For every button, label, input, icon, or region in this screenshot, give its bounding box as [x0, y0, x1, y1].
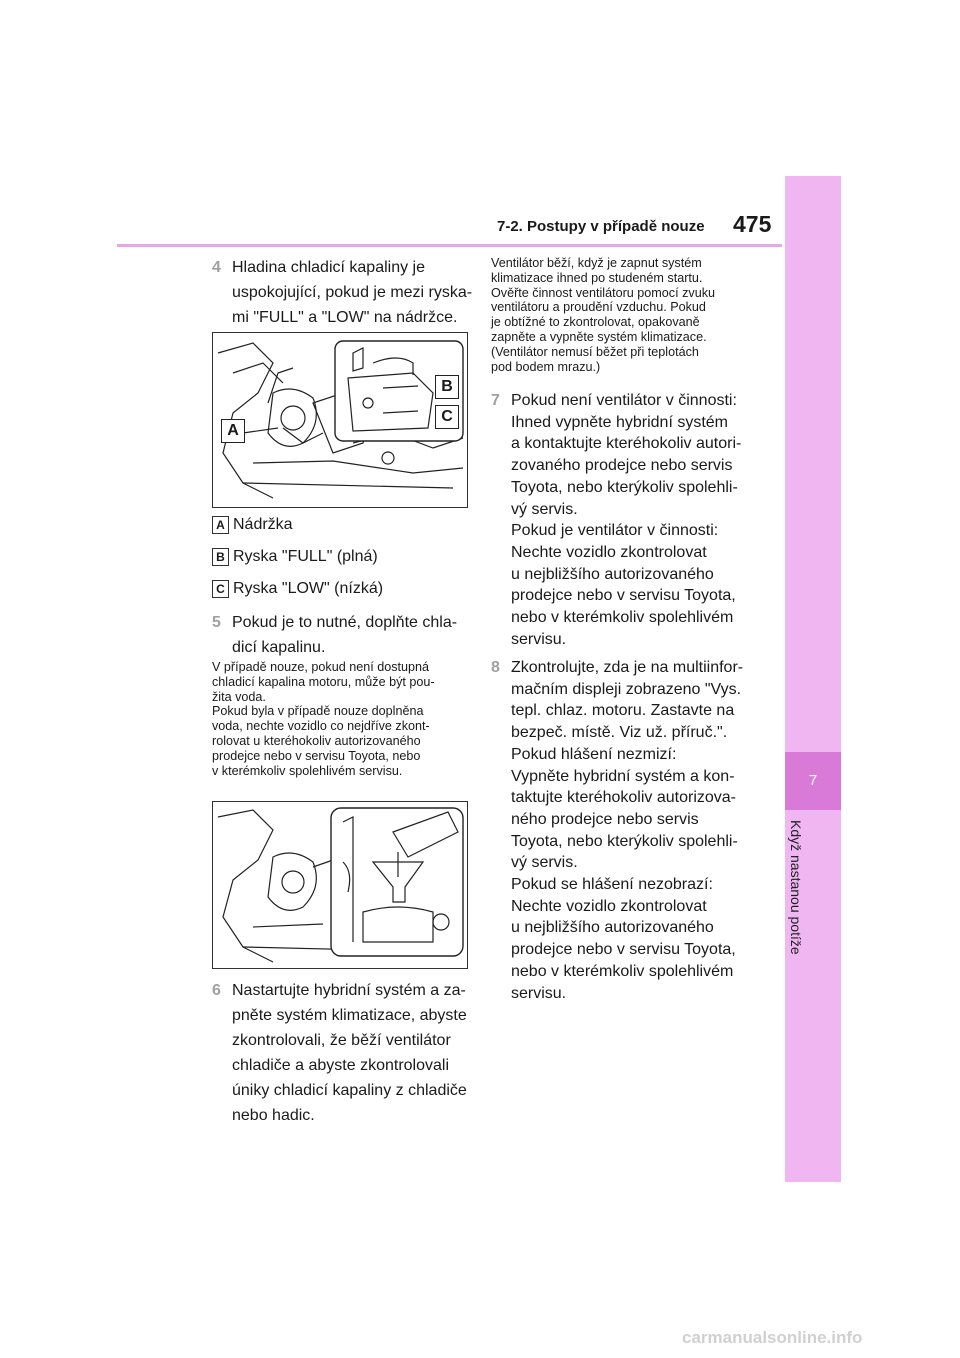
legend-key-c: C	[212, 580, 229, 598]
step-text-line: Zkontrolujte, zda je na multiinfor-	[511, 659, 744, 676]
step-text-line: zkontrolovali, že běží ventilátor	[232, 1032, 451, 1049]
step-text-line: taktujte kteréhokoliv autorizova-	[511, 789, 736, 807]
note-line: v kterémkoliv spolehlivém servisu.	[212, 763, 403, 778]
step-text-line: vý servis.	[511, 854, 578, 872]
engine-bay-illustration	[213, 333, 467, 507]
note-line: klimatizace ihned po studeném startu.	[491, 270, 703, 285]
step-text-line: Toyota, nebo kterýkoliv spolehli-	[511, 832, 738, 850]
step-text-line: ného prodejce nebo servis	[511, 810, 699, 828]
step-text-line: bezpeč. místě. Viz už. příruč.".	[511, 724, 728, 742]
note-line: rolovat u kteréhokoliv autorizovaného	[212, 733, 421, 748]
step-5	[212, 610, 474, 660]
step-text-line: vý servis.	[511, 500, 578, 518]
step-6	[212, 978, 474, 1128]
label-a-callout: A	[221, 419, 245, 443]
step-text-line: prodejce nebo v servisu Toyota,	[511, 941, 736, 959]
step-text-line: Ihned vypněte hybridní systém	[511, 413, 729, 431]
step-text-line: Pokud hlášení nezmizí:	[511, 745, 677, 763]
step-8	[491, 657, 761, 1004]
step-text-line: Nechte vozidlo zkontrolovat	[511, 543, 707, 561]
note-line: prodejce nebo v servisu Toyota, nebo	[212, 748, 421, 763]
step-text-line: nebo v kterémkoliv spolehlivém	[511, 962, 734, 980]
note-line: zapněte a vypněte systém klimatizace.	[491, 329, 707, 344]
header-rule	[117, 244, 782, 247]
step-text-line: zovaného prodejce nebo servis	[511, 457, 733, 475]
chapter-number: 7	[785, 752, 841, 810]
step-text-line: nebo hadic.	[232, 1107, 315, 1124]
note-line: Pokud byla v případě nouze doplněna	[212, 704, 424, 719]
label-b-callout: B	[435, 375, 459, 399]
note-fan	[491, 256, 761, 374]
step-text-line: uspokojující, pokud je mezi ryska-	[232, 284, 473, 301]
legend-c	[212, 580, 383, 598]
step-text-line: Hladina chladicí kapaliny je	[232, 259, 425, 276]
step-text-line: Nechte vozidlo zkontrolovat	[511, 897, 707, 915]
step-text-line: mačním displeji zobrazeno "Vys.	[511, 680, 742, 698]
step-text-line: úniky chladicí kapaliny z chladiče	[232, 1082, 467, 1099]
step-text-line: Pokud se hlášení nezobrazí:	[511, 876, 713, 894]
step-text-line: Pokud je to nutné, doplňte chla-	[232, 614, 458, 631]
note-line: pod bodem mrazu.)	[491, 359, 601, 374]
note-line: chladicí kapalina motoru, může být pou-	[212, 674, 435, 689]
note-line: je obtížné to zkontrolovat, opakovaně	[491, 315, 700, 330]
step-text-line: nebo v kterémkoliv spolehlivém	[511, 609, 734, 627]
step-number: 4	[212, 259, 221, 276]
footer-watermark[interactable]: carmanualsonline.info	[682, 1328, 863, 1347]
step-text-line: dicí kapalinu.	[232, 639, 326, 656]
step-text-line: a kontaktujte kteréhokoliv autori-	[511, 435, 742, 453]
note-line: V případě nouze, pokud není dostupná	[212, 660, 430, 674]
step-number: 6	[212, 982, 221, 999]
legend-text: Ryska "LOW" (nízká)	[233, 580, 384, 598]
label-c-callout: C	[435, 405, 459, 429]
step-text-line: tepl. chlaz. motoru. Zastavte na	[511, 702, 735, 720]
section-title: 7-2. Postupy v případě nouze	[497, 218, 705, 235]
note-water	[212, 660, 474, 778]
step-text-line: u nejbližšího autorizovaného	[511, 565, 714, 583]
step-text-line: chladiče a abyste zkontrolovali	[232, 1057, 450, 1074]
note-line: žita voda.	[212, 689, 266, 704]
step-number: 5	[212, 614, 221, 631]
step-text-line: Nastartujte hybridní systém a za-	[232, 982, 466, 999]
step-text-line: mi "FULL" a "LOW" na nádržce.	[232, 309, 458, 326]
refill-illustration	[213, 802, 467, 968]
step-text-line: servisu.	[511, 984, 567, 1002]
legend-text: Nádržka	[233, 516, 293, 534]
step-text-line: Vypněte hybridní systém a kon-	[511, 767, 735, 785]
note-line: Ověřte činnost ventilátoru pomocí zvuku	[491, 285, 715, 300]
step-4	[212, 255, 474, 330]
note-line: ventilátoru a proudění vzduchu. Pokud	[491, 300, 706, 315]
note-line: voda, nechte vozidlo co nejdříve zkont-	[212, 719, 430, 734]
step-7	[491, 390, 761, 650]
step-number: 7	[491, 392, 500, 409]
engine-bay-figure	[212, 332, 468, 508]
page-number: 475	[733, 211, 772, 237]
note-line: Ventilátor běží, když je zapnut systém	[491, 256, 702, 270]
chapter-label: Když nastanou potíže	[788, 820, 804, 955]
step-text-line: u nejbližšího autorizovaného	[511, 919, 714, 937]
legend-key-b: B	[212, 548, 229, 566]
step-text-line: Pokud není ventilátor v činnosti:	[511, 392, 737, 409]
step-text-line: servisu.	[511, 630, 567, 648]
step-text-line: Pokud je ventilátor v činnosti:	[511, 522, 719, 540]
step-text-line: Toyota, nebo kterýkoliv spolehli-	[511, 478, 738, 496]
step-text-line: pněte systém klimatizace, abyste	[232, 1007, 467, 1024]
legend-b	[212, 548, 378, 566]
legend-a	[212, 516, 293, 534]
step-number: 8	[491, 659, 500, 676]
legend-text: Ryska "FULL" (plná)	[233, 548, 378, 566]
note-line: (Ventilátor nemusí běžet při teplotách	[491, 344, 699, 359]
side-tab	[785, 176, 841, 1182]
step-text-line: prodejce nebo v servisu Toyota,	[511, 587, 736, 605]
legend-key-a: A	[212, 516, 229, 534]
refill-figure	[212, 801, 468, 969]
